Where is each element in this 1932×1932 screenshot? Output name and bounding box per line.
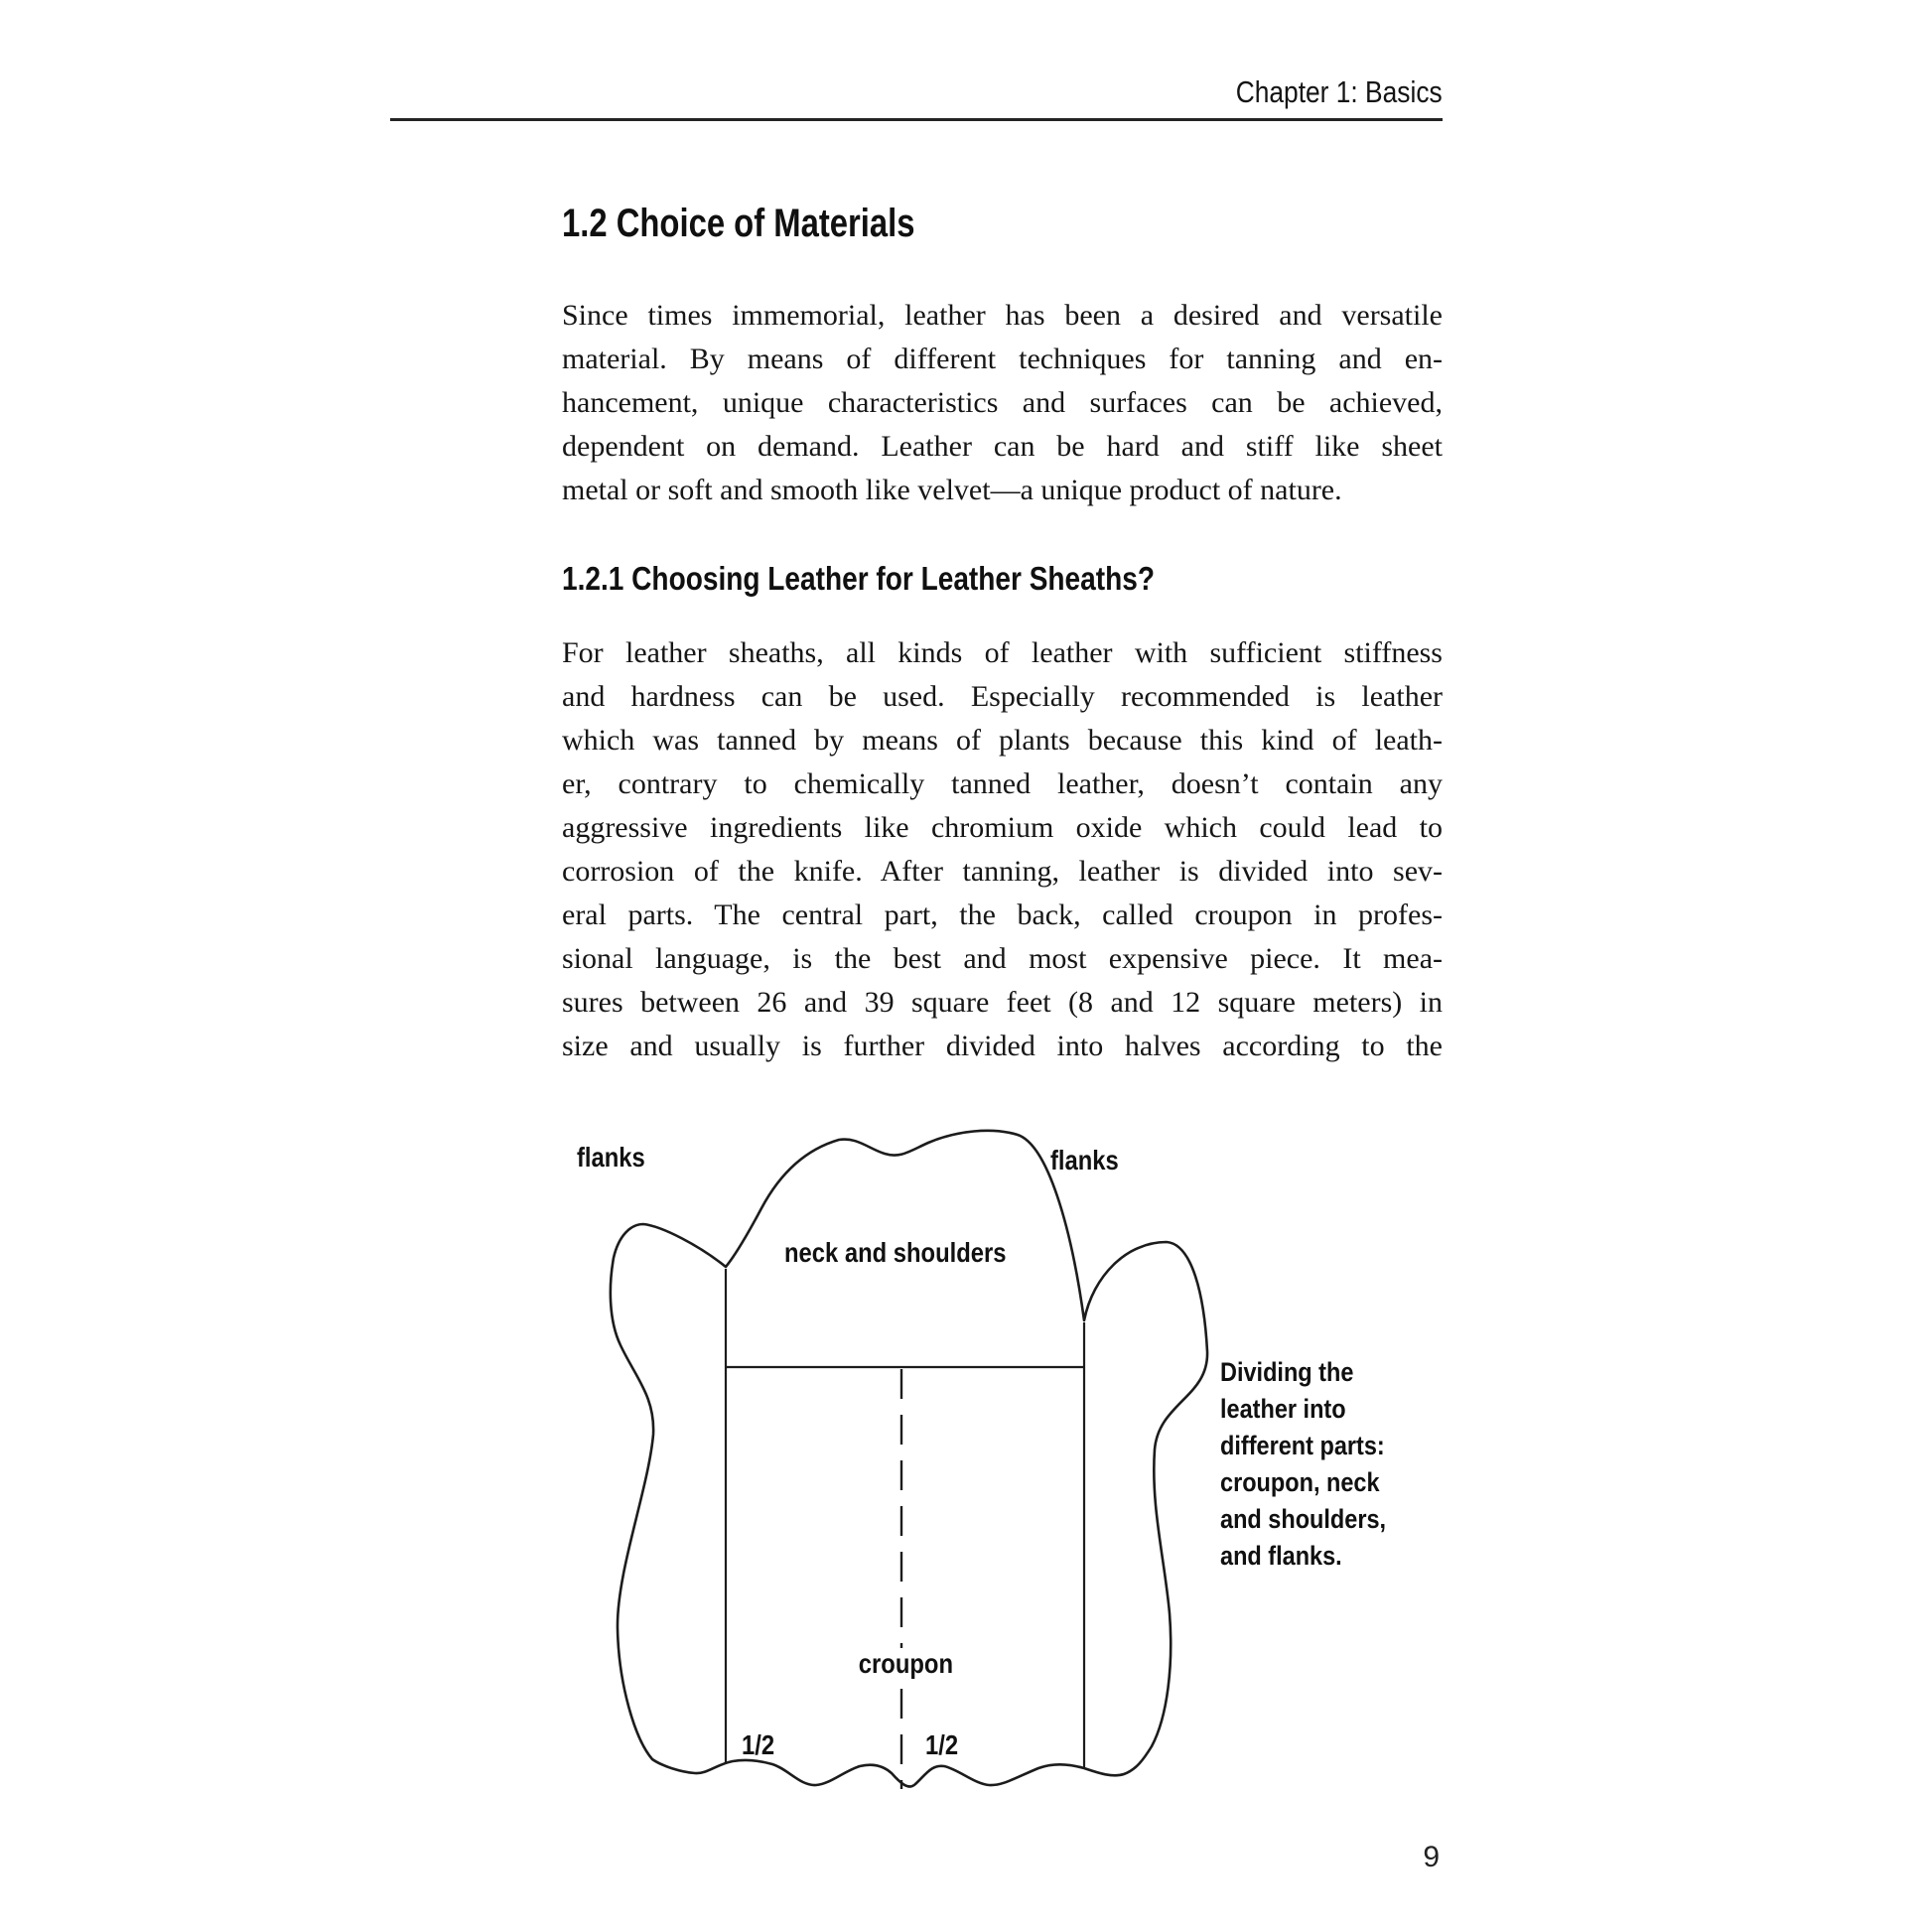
chapter-header-title: Chapter 1: Basics [1236, 74, 1443, 109]
paragraph-leather-sheaths [562, 631, 1443, 1068]
text-line: For leather sheaths, all kinds of leather with sufficient stiffness [562, 636, 1443, 669]
text-line: eral parts. The central part, the back, called croupon in profes- [562, 898, 1443, 931]
text-line: and shoulders, [1220, 1504, 1387, 1534]
text-line: Since times immemorial, leather has been a desired and versatile [562, 299, 1443, 332]
text-line: croupon, neck [1220, 1467, 1380, 1497]
label-flanks-right: flanks [1050, 1145, 1119, 1175]
text-line: dependent on demand. Leather can be hard and stiff like sheet [562, 430, 1443, 463]
figure-caption [1220, 1354, 1386, 1575]
text-line: size and usually is further divided into halves according to the [562, 1030, 1443, 1062]
label-flanks-left: flanks [577, 1142, 645, 1173]
chapter-header [390, 73, 1443, 121]
label-croupon: croupon [852, 1648, 960, 1680]
hide-outline [611, 1131, 1207, 1787]
label-half-right: 1/2 [925, 1729, 959, 1760]
leather-hide-diagram [551, 1107, 1226, 1802]
text-line: aggressive ingredients like chromium oxide which could lead to [562, 811, 1443, 844]
subsection-title: 1.2.1 Choosing Leather for Leather Sheaths? [562, 560, 1155, 597]
text-line: material. By means of different techniques for tanning and en- [562, 343, 1443, 375]
text-line: corrosion of the knife. After tanning, leather is divided into sev- [562, 855, 1443, 888]
text-line: sures between 26 and 39 square feet (8 and 12 square meters) in [562, 986, 1443, 1019]
text-line: which was tanned by means of plants because this kind of leath- [562, 724, 1443, 757]
paragraph-intro [562, 294, 1443, 512]
label-neck-and-shoulders: neck and shoulders [784, 1237, 1007, 1268]
label-half-left: 1/2 [742, 1729, 775, 1760]
text-line: metal or soft and smooth like velvet—a unique product of nature. [562, 474, 1342, 506]
text-line: and hardness can be used. Especially recommended is leather [562, 680, 1443, 713]
text-line: Dividing the [1220, 1357, 1354, 1387]
section-title: 1.2 Choice of Materials [562, 202, 915, 245]
text-line: hancement, unique characteristics and surfaces can be achieved, [562, 386, 1443, 419]
text-line: er, contrary to chemically tanned leather, doesn’t contain any [562, 767, 1443, 800]
page-number: 9 [1423, 1841, 1440, 1873]
text-line: and flanks. [1220, 1541, 1342, 1571]
text-line: different parts: [1220, 1431, 1385, 1460]
text-line: leather into [1220, 1394, 1346, 1424]
text-line: sional language, is the best and most expensive piece. It mea- [562, 942, 1443, 975]
